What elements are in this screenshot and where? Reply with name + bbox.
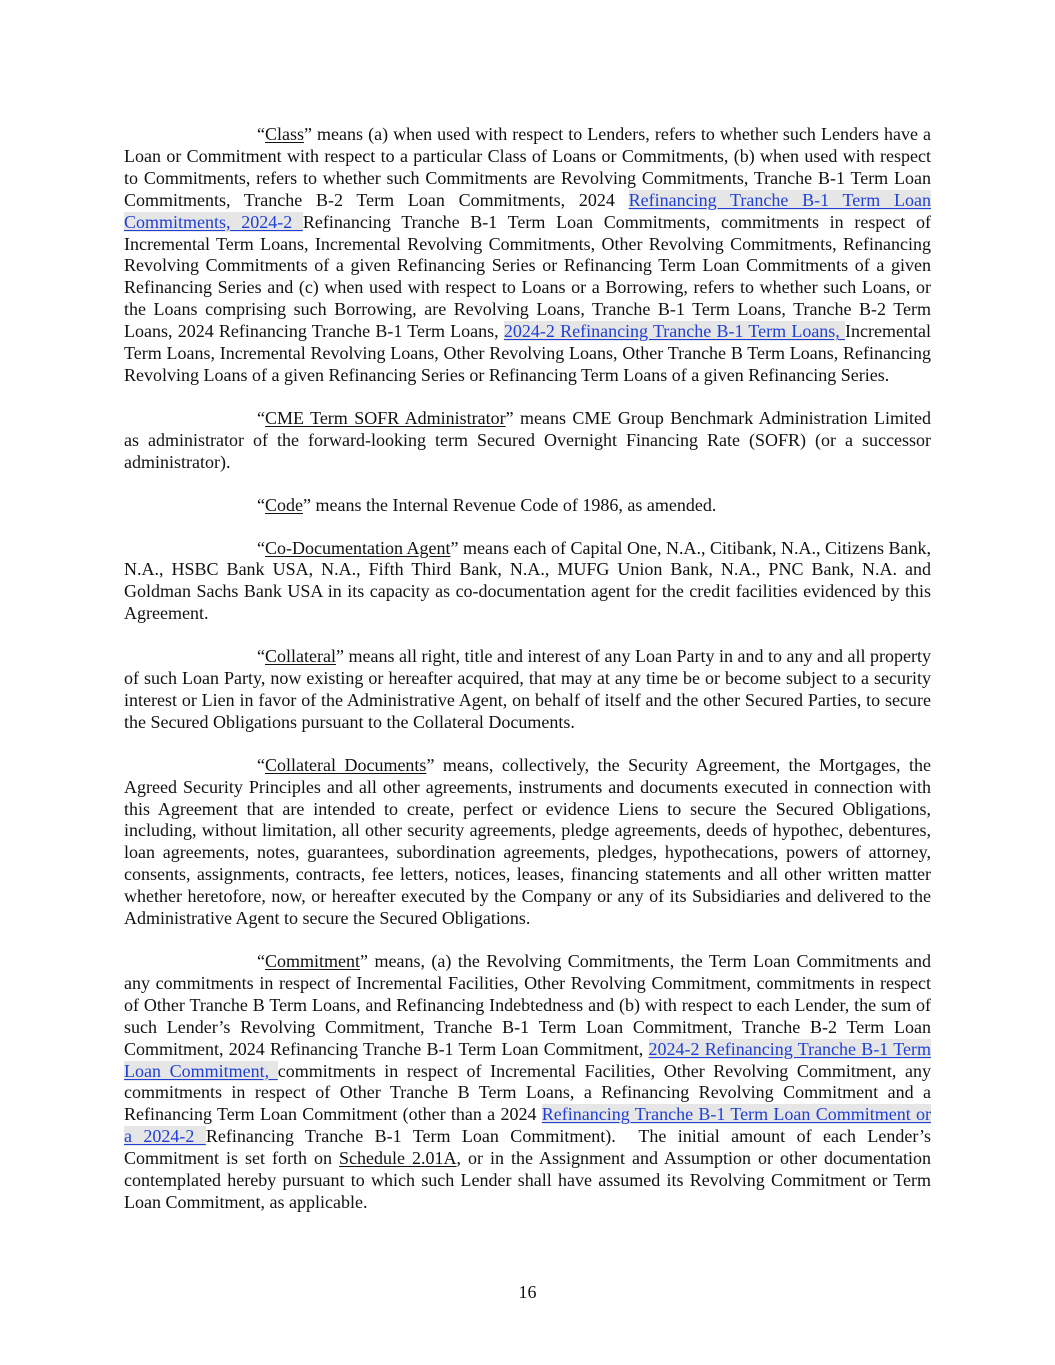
definition-co-documentation-agent	[124, 538, 931, 626]
definition-text: “	[257, 407, 265, 428]
definition-text: Refinancing Tranche B-1 Term Loan Commitments, commitments in respect of Incremental Term Loans, Incremental Revolving Commitments, Other Revolving Commitments, Refinancing Revolving Commitments of a given Refinancing Series or Refinancing Term Loan Commitments of a given Refinancing Series and (c) when used with respect to Loans or a Borrowing, refers to whether such Loans, or the Loans comprising such Borrowing, are Revolving Loans, Tranche B-1 Term Loans, Tranche B-2 Term Loans, 2024 Refinancing Tranche B-1 Term Loans,	[124, 211, 932, 342]
definition-text: Refinancing Tranche B-1 Term Loan Commitment). The initial amount of each Lender’s Commitment is set forth on	[124, 1126, 932, 1169]
defined-term: Co-Documentation Agent	[265, 537, 451, 558]
definition-code	[124, 495, 931, 517]
definition-text: “	[257, 646, 265, 667]
definition-text: ” means all right, title and interest of any Loan Party in and to any and all property of such Loan Party, now existing or hereafter acquired, that may at any time be or become subject to a security interest or Lien in favor of the Administrative Agent, on behalf of itself and the other Secured Parties, to secure the Secured Obligations pursuant to the Collateral Documents.	[124, 646, 931, 732]
definition-text: ” means each of Capital One, N.A., Citibank, N.A., Citizens Bank, N.A., HSBC Bank USA, N.A., Fifth Third Bank, N.A., MUFG Union Bank, N.A., PNC Bank, N.A. and Goldman Sachs Bank USA in its capacity as co-documentation agent for the credit facilities evidenced by this Agreement.	[124, 537, 931, 624]
definition-text: ” means, (a) the Revolving Commitments, the Term Loan Commitments and any commitments in respect of Incremental Facilities, Other Revolving Commitment, commitments in respect of Other Tranche B Term Loans, and Refinancing Indebtedness and (b) with respect to each Lender, the sum of such Lender’s Revolving Commitment, Tranche B-1 Term Loan Commitment, Tranche B-2 Term Loan Commitment, 2024 Refinancing Tranche B-1 Term Loan Commitment,	[124, 951, 931, 1059]
defined-term: Code	[265, 494, 303, 515]
definition-collateral	[124, 646, 931, 734]
definition-text: ” means (a) when used with respect to Lenders, refers to whether such Lenders have a Loan or Commitment with respect to a particular Class of Loans or Commitments, (b) when used with respect to Commitments, refers to whether such Commitments are Revolving Commitments, Tranche B-1 Term Loan Commitments, Tranche B-2 Term Loan Commitments, 2024	[124, 124, 931, 210]
defined-term: Class	[265, 124, 305, 144]
inserted-text-link[interactable]: Refinancing Tranche B-1 Term Loan Commitments, 2024-2	[124, 189, 931, 232]
defined-term: Schedule 2.01A	[339, 1148, 457, 1169]
definition-text: “	[257, 494, 265, 515]
defined-term: Collateral	[265, 646, 336, 667]
definition-text: “	[257, 537, 265, 558]
definition-class	[124, 124, 931, 387]
definition-commitment	[124, 951, 931, 1214]
definition-collateral-documents	[124, 755, 931, 930]
inserted-text-link[interactable]: Refinancing Tranche B-1 Term Loan Commitment or a 2024-2	[124, 1104, 931, 1147]
inserted-text-link[interactable]: 2024-2 Refinancing Tranche B-1 Term Loans,	[503, 321, 846, 342]
definition-text: ” means the Internal Revenue Code of 1986, as amended.	[303, 494, 717, 515]
definition-text: “	[257, 754, 265, 775]
page-number: 16	[518, 1282, 537, 1302]
definition-cme-term-sofr-administrator	[124, 408, 931, 474]
definition-text: commitments in respect of Incremental Facilities, Other Revolving Commitment, any commitments in respect of Other Tranche B Term Loans, a Refinancing Revolving Commitment and a Refinancing Term Loan Commitment (other than a 2024	[124, 1060, 931, 1125]
defined-term: Commitment	[265, 951, 361, 971]
definition-text: “	[257, 124, 265, 144]
defined-term: CME Term SOFR Administrator	[265, 407, 506, 428]
defined-term: Collateral Documents	[265, 754, 427, 775]
document-page	[124, 124, 931, 1235]
definition-text: “	[257, 951, 265, 971]
definition-text: Incremental Term Loans, Incremental Revolving Loans, Other Revolving Loans, Other Tranche B Term Loans, Refinancing Revolving Loans of a given Refinancing Series or Refinancing Term Loans of a given Refinancing Series.	[124, 321, 931, 385]
inserted-text-link[interactable]: 2024-2 Refinancing Tranche B-1 Term Loan Commitment,	[124, 1038, 931, 1081]
definition-text: ” means CME Group Benchmark Administration Limited as administrator of the forward-looking term Secured Overnight Financing Rate (SOFR) (or a successor administrator).	[124, 407, 931, 472]
definition-text: ” means, collectively, the Security Agreement, the Mortgages, the Agreed Security Principles and all other agreements, instruments and documents executed in connection with this Agreement that are intended to create, perfect or evidence Liens to secure the Secured Obligations, including, without limitation, all other security agreements, pledge agreements, deeds of hypothec, debentures, loan agreements, notes, guarantees, subordination agreements, pledges, hypothecations, powers of attorney, consents, assignments, contracts, fee letters, notices, leases, financing statements and all other written matter whether heretofore, now, or hereafter executed by the Company or any of its Subsidiaries and delivered to the Administrative Agent to secure the Secured Obligations.	[124, 754, 931, 929]
definition-text: , or in the Assignment and Assumption or other documentation contemplated hereby pursuant to which such Lender shall have assumed its Revolving Commitment or Term Loan Commitment, as applicable.	[124, 1148, 931, 1212]
